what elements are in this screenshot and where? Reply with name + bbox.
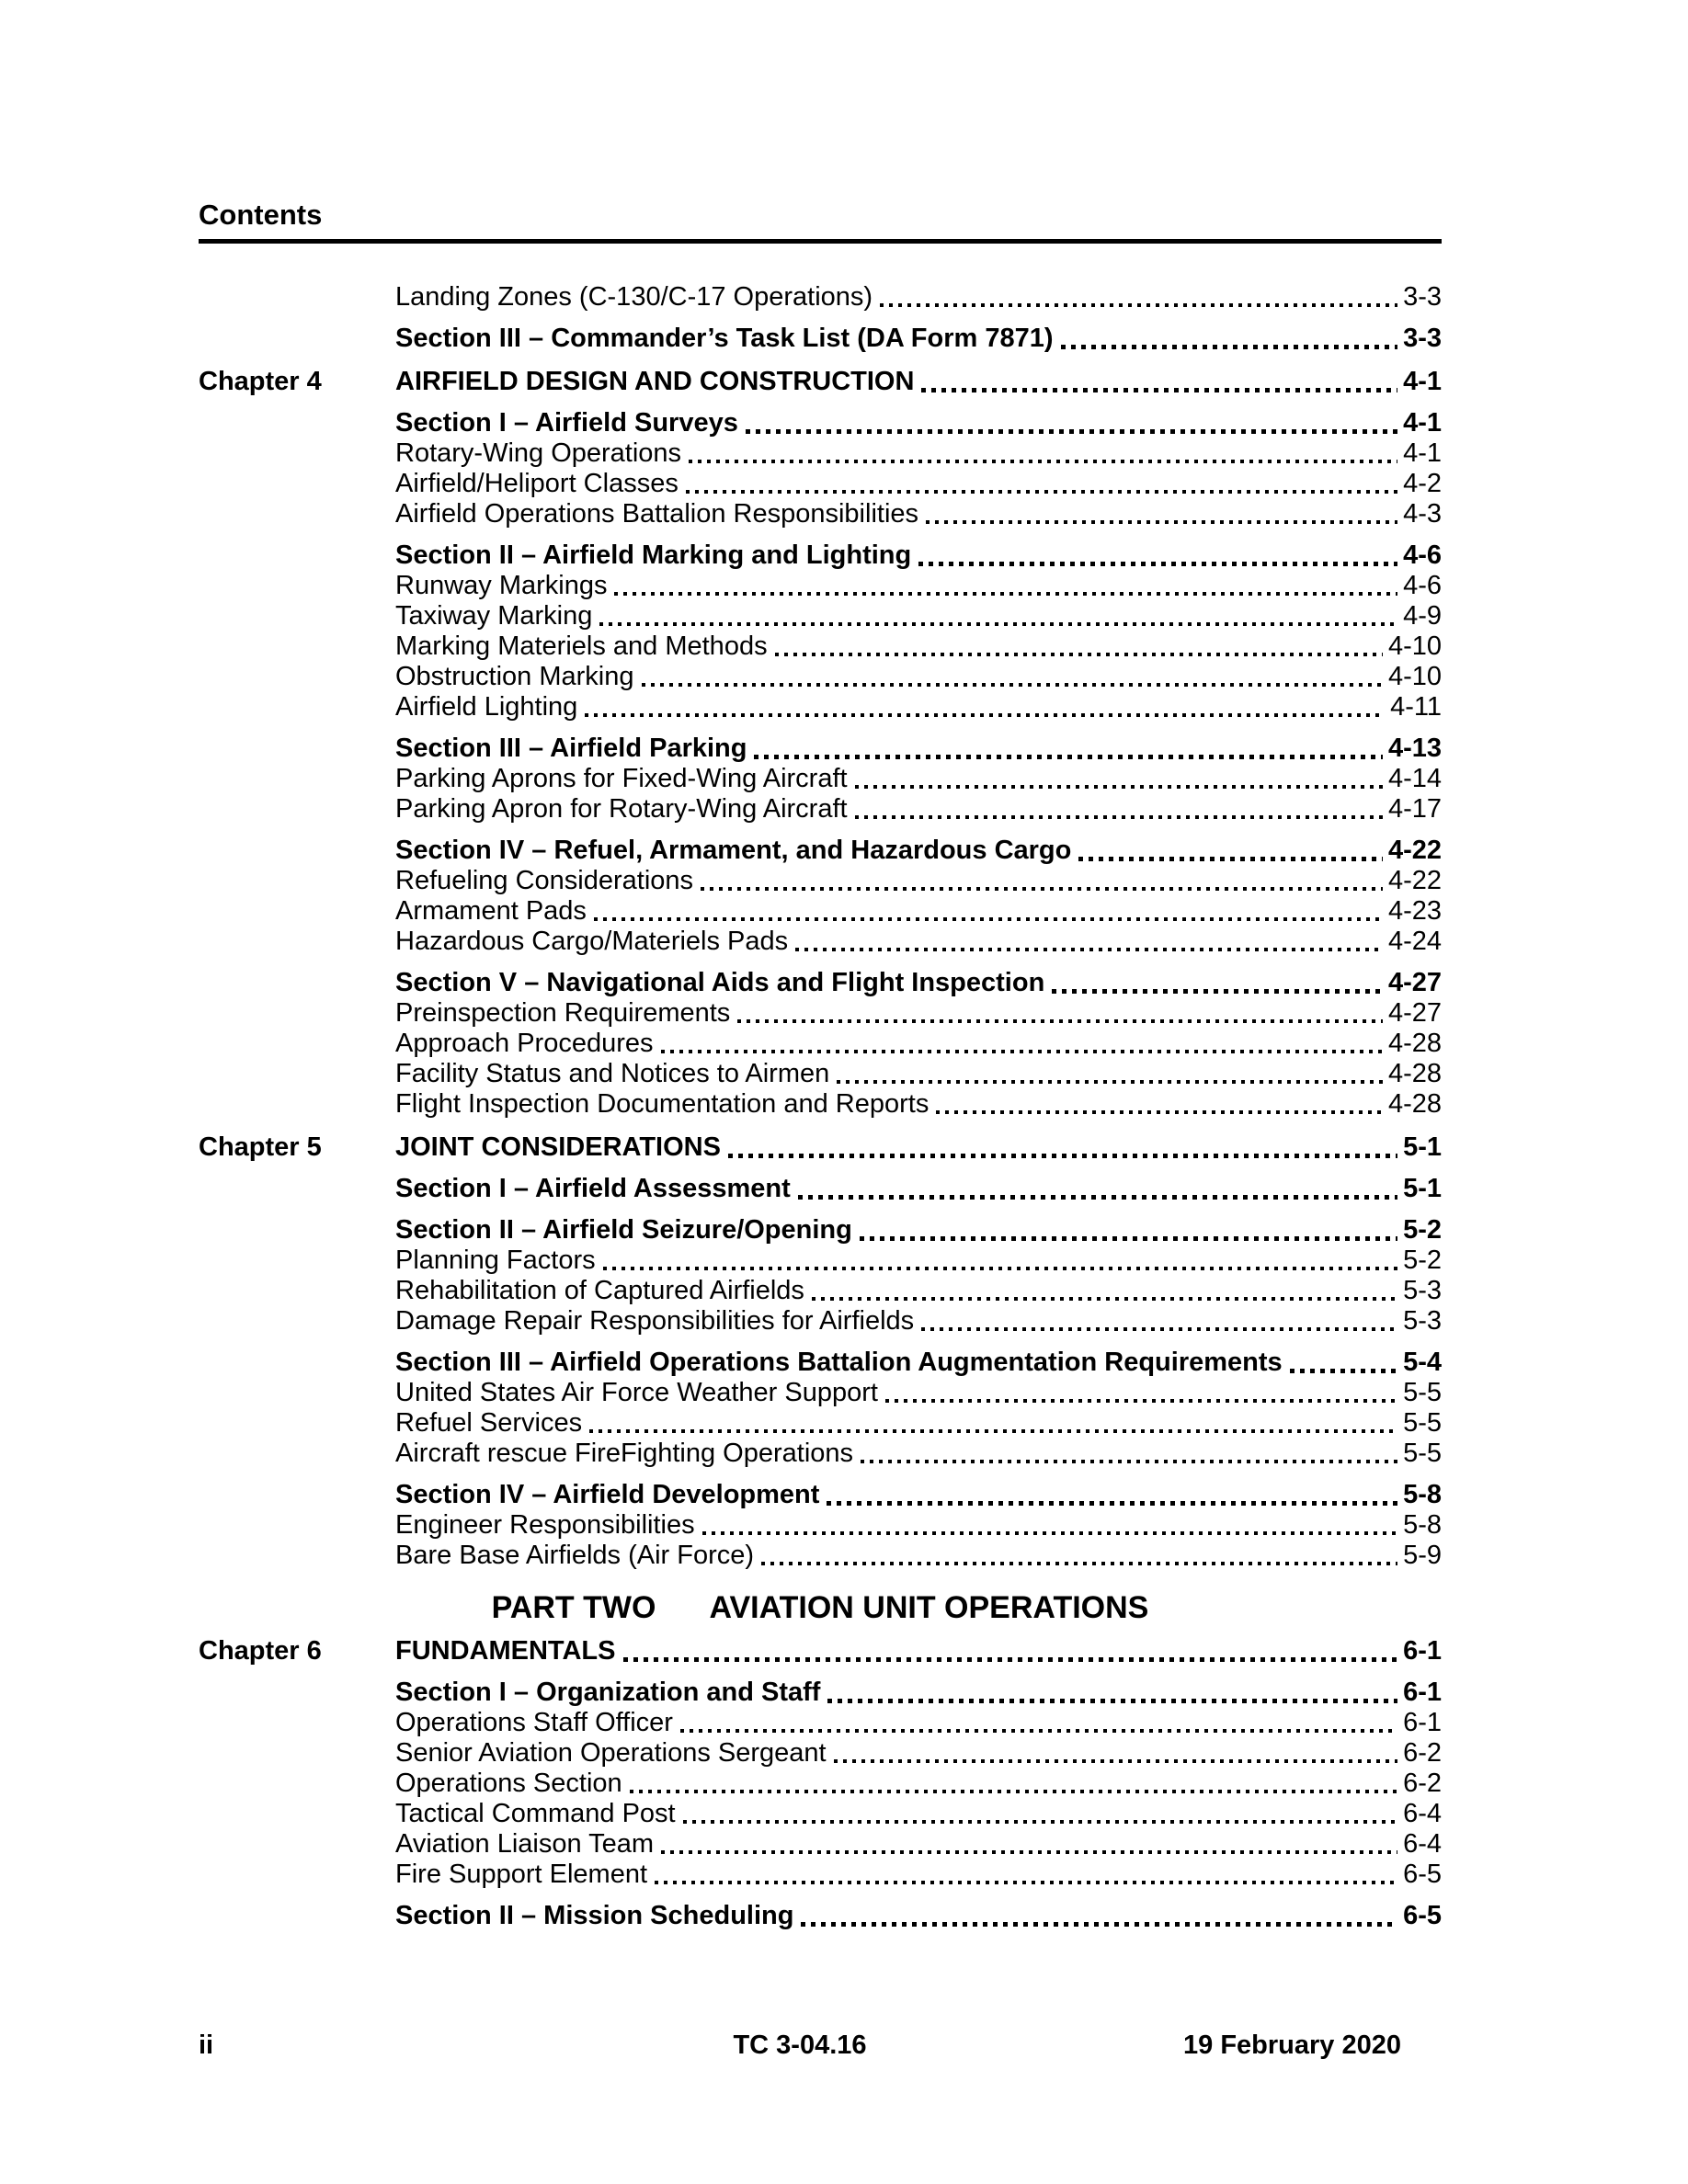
entry-title: Parking Apron for Rotary-Wing Aircraft	[395, 794, 848, 824]
entry-title: Section IV – Refuel, Armament, and Hazardous Cargo	[395, 836, 1072, 865]
page-number: 4-17	[1387, 794, 1442, 824]
page-number: 5-9	[1403, 1541, 1442, 1570]
toc-row	[199, 836, 1442, 866]
toc-row	[199, 1510, 1442, 1541]
toc-row	[199, 601, 1442, 631]
toc-row	[199, 794, 1442, 825]
dot-leader	[795, 948, 1383, 951]
entry-title: Landing Zones (C-130/C-17 Operations)	[395, 282, 873, 312]
page-number: 5-1	[1403, 1174, 1442, 1203]
dot-leader	[728, 1154, 1397, 1158]
entry-title: Section II – Mission Scheduling	[395, 1901, 794, 1930]
dot-leader	[1290, 1369, 1397, 1373]
dot-leader	[812, 1297, 1397, 1301]
page-number: 5-5	[1403, 1378, 1442, 1407]
page-number: 5-5	[1403, 1439, 1442, 1468]
toc-row	[199, 1246, 1442, 1276]
dot-leader	[827, 1501, 1397, 1506]
page-number: 5-4	[1403, 1348, 1442, 1377]
dot-leader	[614, 592, 1397, 596]
entry-title: Senior Aviation Operations Sergeant	[395, 1738, 827, 1768]
dot-leader	[642, 683, 1383, 687]
entry-title: Marking Materiels and Methods	[395, 631, 768, 661]
toc-row	[199, 1901, 1442, 1931]
dot-leader	[1052, 989, 1383, 994]
toc-row	[199, 1541, 1442, 1571]
page-number: 4-27	[1387, 998, 1442, 1028]
page-number: 5-2	[1403, 1215, 1442, 1245]
entry-title: Taxiway Marking	[395, 601, 593, 631]
entry-title: Section II – Airfield Seizure/Opening	[395, 1215, 852, 1245]
dot-leader	[585, 713, 1385, 717]
entry-title: Approach Procedures	[395, 1029, 654, 1058]
entry-title: United States Air Force Weather Support	[395, 1378, 878, 1407]
toc	[199, 282, 1442, 1931]
toc-row	[199, 438, 1442, 469]
toc-row	[199, 1799, 1442, 1829]
dot-leader	[599, 622, 1397, 626]
dot-leader	[837, 1080, 1383, 1084]
page-number: 4-6	[1403, 571, 1442, 600]
entry-title: Section III – Airfield Operations Battalion Augmentation Requirements	[395, 1348, 1283, 1377]
dot-leader	[921, 1327, 1397, 1331]
page-number: 4-6	[1403, 540, 1442, 570]
dot-leader	[655, 1881, 1397, 1884]
toc-row	[199, 1089, 1442, 1120]
toc-row	[199, 662, 1442, 692]
dot-leader	[936, 1110, 1383, 1114]
entry-title: Rehabilitation of Captured Airfields	[395, 1276, 804, 1305]
chapter-label: Chapter 4	[199, 367, 322, 396]
footer-page-number: ii	[199, 2030, 214, 2060]
entry-title: Facility Status and Notices to Airmen	[395, 1059, 830, 1088]
page-number: 3-3	[1403, 324, 1442, 353]
toc-row	[199, 571, 1442, 601]
page-number: 6-2	[1403, 1738, 1442, 1768]
dot-leader	[918, 562, 1397, 566]
entry-title: Obstruction Marking	[395, 662, 634, 691]
footer-date: 19 February 2020	[1183, 2030, 1401, 2060]
toc-row	[199, 282, 1442, 313]
entry-title: Flight Inspection Documentation and Reports	[395, 1089, 930, 1119]
entry-title: Hazardous Cargo/Materiels Pads	[395, 927, 789, 956]
contents-header	[199, 199, 1442, 244]
toc-row	[199, 1590, 1442, 1625]
dot-leader	[701, 887, 1383, 891]
toc-row	[199, 1769, 1442, 1799]
dot-leader	[689, 460, 1397, 463]
entry-title: Airfield Lighting	[395, 692, 578, 722]
page-number: 4-11	[1390, 692, 1442, 722]
toc-row	[199, 1276, 1442, 1306]
toc-row	[199, 692, 1442, 722]
dot-leader	[885, 1399, 1397, 1403]
toc-row	[199, 1378, 1442, 1408]
entry-title: Section I – Airfield Assessment	[395, 1174, 791, 1203]
dot-leader	[834, 1759, 1397, 1763]
dot-leader	[827, 1699, 1397, 1703]
page-number: 4-10	[1387, 631, 1442, 661]
entry-title: Aircraft rescue FireFighting Operations	[395, 1439, 854, 1468]
dot-leader	[860, 1236, 1397, 1241]
page-number: 4-10	[1387, 662, 1442, 691]
page-number: 4-2	[1403, 469, 1442, 498]
page-number: 6-1	[1403, 1636, 1442, 1666]
toc-row	[199, 1708, 1442, 1738]
page-number: 6-1	[1403, 1678, 1442, 1707]
toc-row	[199, 927, 1442, 957]
entry-title: Section III – Airfield Parking	[395, 734, 747, 763]
page-number: 6-4	[1403, 1799, 1442, 1828]
page-footer	[199, 2030, 1401, 2061]
dot-leader	[737, 1019, 1383, 1023]
entry-title: Rotary-Wing Operations	[395, 438, 682, 468]
dot-leader	[630, 1790, 1397, 1793]
page-number: 4-24	[1387, 927, 1442, 956]
toc-row	[199, 896, 1442, 927]
page-number: 6-1	[1403, 1708, 1442, 1737]
toc-row	[199, 1174, 1442, 1204]
dot-leader	[686, 490, 1397, 494]
dot-leader	[801, 1922, 1397, 1927]
page-title: Contents	[199, 199, 323, 231]
entry-title: Section IV – Airfield Development	[395, 1480, 820, 1509]
page-number: 4-14	[1387, 764, 1442, 793]
page-number: 4-22	[1387, 866, 1442, 895]
header-rule	[199, 239, 1442, 244]
dot-leader	[880, 303, 1397, 307]
entry-title: AVIATION UNIT OPERATIONS	[709, 1590, 1149, 1625]
dot-leader	[661, 1050, 1383, 1053]
page-number: 3-3	[1403, 282, 1442, 312]
chapter-label: Chapter 5	[199, 1132, 322, 1162]
page-number: 6-2	[1403, 1769, 1442, 1798]
page-number: 5-2	[1403, 1246, 1442, 1275]
page-number: 4-22	[1387, 836, 1442, 865]
page-number: 4-1	[1403, 367, 1442, 396]
entry-title: Operations Staff Officer	[395, 1708, 673, 1737]
dot-leader	[761, 1562, 1397, 1565]
entry-title: Bare Base Airfields (Air Force)	[395, 1541, 755, 1570]
page-number: 4-9	[1403, 601, 1442, 631]
toc-row	[199, 1215, 1442, 1246]
entry-title: Section III – Commander’s Task List (DA Form 7871)	[395, 324, 1054, 353]
toc-row	[199, 367, 1442, 397]
entry-title: JOINT CONSIDERATIONS	[395, 1132, 721, 1162]
toc-row	[199, 1480, 1442, 1510]
entry-title: Refuel Services	[395, 1408, 583, 1438]
footer-document-number: TC 3-04.16	[733, 2030, 867, 2060]
entry-title: Section I – Organization and Staff	[395, 1678, 821, 1707]
page-number: 4-28	[1387, 1029, 1442, 1058]
page-number: 5-8	[1403, 1480, 1442, 1509]
entry-title: Airfield/Heliport Classes	[395, 469, 679, 498]
page-number: 6-5	[1403, 1901, 1442, 1930]
toc-row	[199, 998, 1442, 1029]
toc-row	[199, 764, 1442, 794]
dot-leader	[926, 520, 1397, 524]
dot-leader	[861, 1460, 1397, 1463]
dot-leader	[683, 1820, 1397, 1824]
page-number: 5-5	[1403, 1408, 1442, 1438]
entry-title: Planning Factors	[395, 1246, 596, 1275]
page-number: 4-28	[1387, 1059, 1442, 1088]
entry-title: Refueling Considerations	[395, 866, 694, 895]
page-number: 4-1	[1403, 408, 1442, 438]
toc-row	[199, 1348, 1442, 1378]
entry-title: Section I – Airfield Surveys	[395, 408, 738, 438]
dot-leader	[754, 755, 1382, 759]
toc-row	[199, 1439, 1442, 1469]
page-number: 4-1	[1403, 438, 1442, 468]
entry-title: Preinspection Requirements	[395, 998, 731, 1028]
toc-row	[199, 866, 1442, 896]
part-label: PART TWO	[491, 1590, 656, 1625]
toc-row	[199, 1132, 1442, 1163]
page-number: 5-3	[1403, 1276, 1442, 1305]
toc-row	[199, 734, 1442, 764]
entry-title: AIRFIELD DESIGN AND CONSTRUCTION	[395, 367, 915, 396]
dot-leader	[798, 1195, 1397, 1200]
entry-title: Section II – Airfield Marking and Lighting	[395, 540, 912, 570]
page-number: 5-1	[1403, 1132, 1442, 1162]
chapter-label: Chapter 6	[199, 1636, 322, 1666]
toc-row	[199, 968, 1442, 998]
toc-row	[199, 408, 1442, 438]
dot-leader	[1078, 857, 1383, 861]
dot-leader	[623, 1657, 1398, 1662]
toc-row	[199, 1738, 1442, 1769]
toc-row	[199, 1829, 1442, 1860]
dot-leader	[855, 815, 1383, 819]
page-number: 6-4	[1403, 1829, 1442, 1859]
page-number: 4-13	[1387, 734, 1442, 763]
dot-leader	[594, 917, 1383, 921]
toc-row	[199, 540, 1442, 571]
entry-title: FUNDAMENTALS	[395, 1636, 616, 1666]
page-number: 4-27	[1387, 968, 1442, 997]
dot-leader	[680, 1729, 1397, 1733]
toc-row	[199, 631, 1442, 662]
dot-leader	[702, 1531, 1397, 1535]
toc-row	[199, 1860, 1442, 1890]
page-number: 5-3	[1403, 1306, 1442, 1336]
dot-leader	[589, 1429, 1397, 1433]
toc-row	[199, 1636, 1442, 1666]
dot-leader	[746, 429, 1397, 434]
dot-leader	[661, 1850, 1397, 1854]
toc-row	[199, 1678, 1442, 1708]
entry-title: Tactical Command Post	[395, 1799, 676, 1828]
toc-row	[199, 1408, 1442, 1439]
entry-title: Armament Pads	[395, 896, 587, 926]
entry-title: Aviation Liaison Team	[395, 1829, 655, 1859]
page-content	[199, 199, 1442, 1931]
page-number: 4-3	[1403, 499, 1442, 529]
dot-leader	[855, 785, 1383, 789]
dot-leader	[603, 1267, 1397, 1270]
entry-title: Airfield Operations Battalion Responsibilities	[395, 499, 919, 529]
page-number: 4-28	[1387, 1089, 1442, 1119]
toc-row	[199, 469, 1442, 499]
dot-leader	[1061, 345, 1398, 349]
entry-title: Section V – Navigational Aids and Flight Inspection	[395, 968, 1045, 997]
entry-title: Fire Support Element	[395, 1860, 648, 1889]
toc-row	[199, 1306, 1442, 1337]
dot-leader	[775, 653, 1383, 656]
toc-row	[199, 1029, 1442, 1059]
page-number: 5-8	[1403, 1510, 1442, 1540]
toc-row	[199, 1059, 1442, 1089]
toc-row	[199, 499, 1442, 529]
toc-row	[199, 324, 1442, 354]
entry-title: Damage Repair Responsibilities for Airfields	[395, 1306, 915, 1336]
dot-leader	[921, 388, 1397, 392]
entry-title: Engineer Responsibilities	[395, 1510, 695, 1540]
entry-title: Parking Aprons for Fixed-Wing Aircraft	[395, 764, 848, 793]
entry-title: Operations Section	[395, 1769, 622, 1798]
page-number: 4-23	[1387, 896, 1442, 926]
page-number: 6-5	[1403, 1860, 1442, 1889]
entry-title: Runway Markings	[395, 571, 608, 600]
